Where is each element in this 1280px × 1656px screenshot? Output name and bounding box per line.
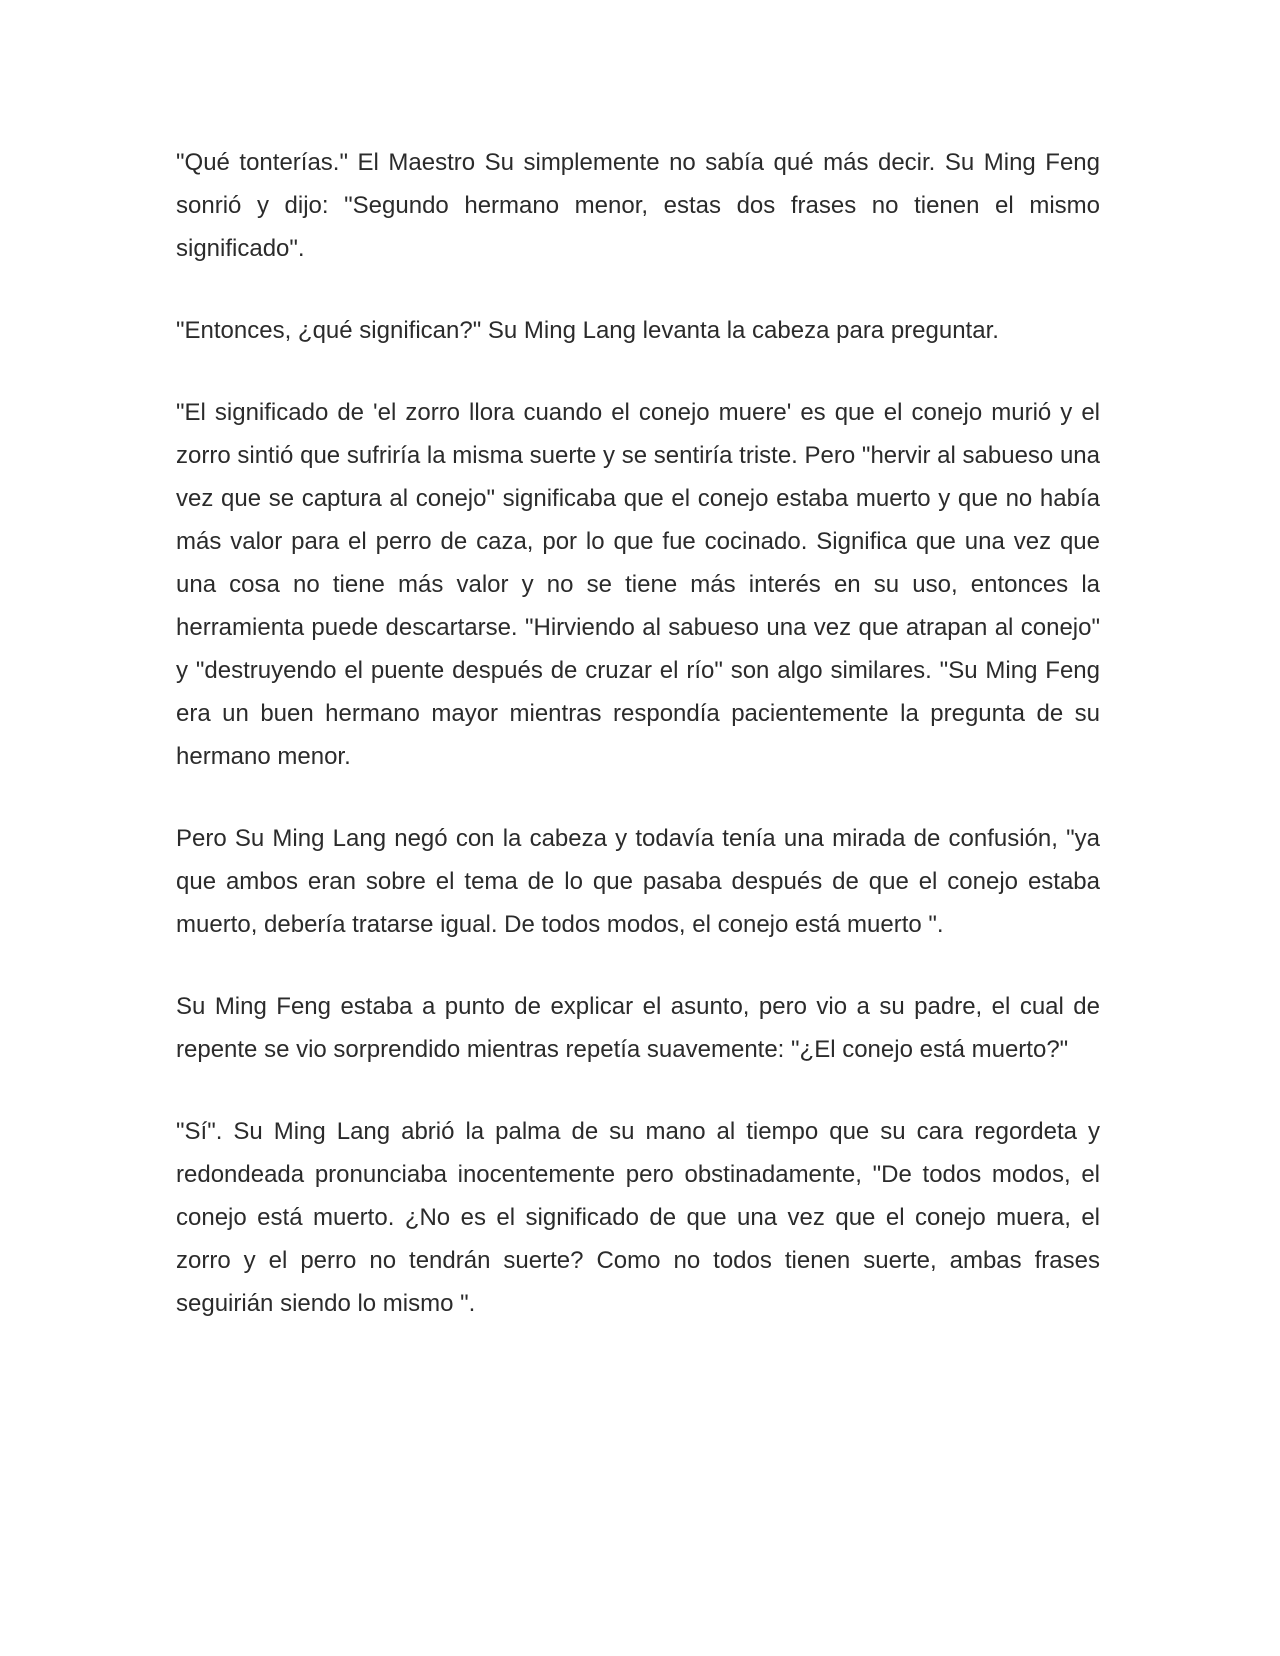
paragraph-4: Pero Su Ming Lang negó con la cabeza y todavía tenía una mirada de confusión, "ya que ambos eran sobre el tema de lo que pasaba después de que el conejo estaba muerto, debería tratarse igual. De todos modos, el conejo está muerto ".: [176, 825, 1100, 938]
paragraph-3: "El significado de 'el zorro llora cuando el conejo muere' es que el conejo murió y el zorro sintió que sufriría la misma suerte y se sentiría triste. Pero "hervir al sabueso una vez que se captura al conejo" significaba que el conejo estaba muerto y que no había más valor para el perro de caza, por lo que fue cocinado. Significa que una vez que una cosa no tiene más valor y no se tiene más interés en su uso, entonces la herramienta puede descartarse. "Hirviendo al sabueso una vez que atrapan al conejo" y "destruyendo el puente después de cruzar el río" son algo similares. "Su Ming Feng era un buen hermano mayor mientras respondía pacientemente la pregunta de su hermano menor.: [176, 399, 1100, 770]
document-body: [176, 141, 1100, 1325]
paragraph-6: "Sí". Su Ming Lang abrió la palma de su mano al tiempo que su cara regordeta y redondeada pronunciaba inocentemente pero obstinadamente, "De todos modos, el conejo está muerto. ¿No es el significado de que una vez que el conejo muera, el zorro y el perro no tendrán suerte? Como no todos tienen suerte, ambas frases seguirián siendo lo mismo ".: [176, 1118, 1100, 1317]
paragraph-5: Su Ming Feng estaba a punto de explicar el asunto, pero vio a su padre, el cual de repente se vio sorprendido mientras repetía suavemente: "¿El conejo está muerto?": [176, 993, 1100, 1063]
paragraph-1: "Qué tonterías." El Maestro Su simplemente no sabía qué más decir. Su Ming Feng sonrió y dijo: "Segundo hermano menor, estas dos frases no tienen el mismo significado".: [176, 149, 1100, 262]
paragraph-2: "Entonces, ¿qué significan?" Su Ming Lang levanta la cabeza para preguntar.: [176, 317, 999, 344]
